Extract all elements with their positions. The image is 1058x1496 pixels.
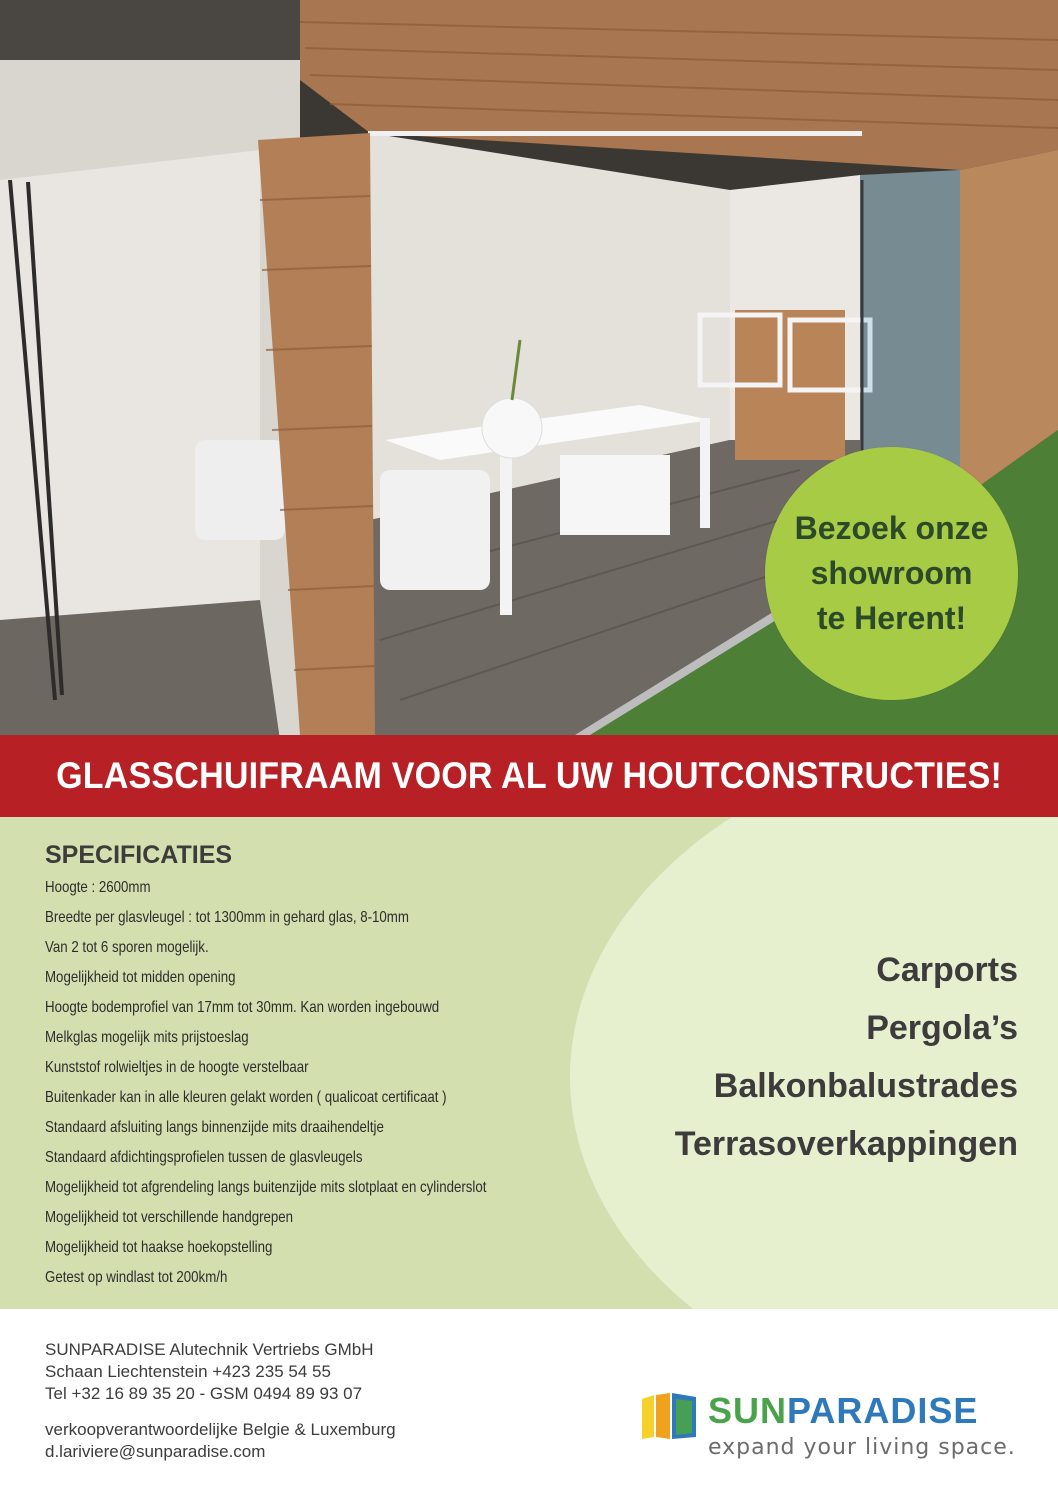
badge-line-3: te Herent! <box>816 600 967 636</box>
spec-item: Breedte per glasvleugel : tot 1300mm in gehard glas, 8-10mm <box>45 909 409 926</box>
product-carports: Carports <box>876 951 1018 989</box>
spec-item: Buitenkader kan in alle kleuren gelakt worden ( qualicoat certificaat ) <box>45 1089 447 1106</box>
badge-line-1: Bezoek onze <box>794 510 989 546</box>
company-name: SUNPARADISE Alutechnik Vertriebs GMbH <box>45 1340 374 1359</box>
logo-word-paradise: PARADISE <box>787 1390 979 1431</box>
contact-email[interactable]: d.lariviere@sunparadise.com <box>45 1442 266 1461</box>
spec-item: Mogelijkheid tot verschillende handgrepen <box>45 1209 294 1226</box>
spec-item: Kunststof rolwieltjes in de hoogte verstelbaar <box>45 1059 309 1076</box>
product-list <box>675 953 1018 1185</box>
spec-item: Hoogte bodemprofiel van 17mm tot 30mm. Kan worden ingebouwd <box>45 999 440 1016</box>
logo-word-sun: SUN <box>708 1390 788 1431</box>
spec-item: Mogelijkheid tot haakse hoekopstelling <box>45 1239 273 1256</box>
badge-line-2: showroom <box>810 555 973 591</box>
spec-item: Hoogte : 2600mm <box>45 879 151 896</box>
spec-item: Getest op windlast tot 200km/h <box>45 1269 228 1286</box>
spec-item: Melkglas mogelijk mits prijstoeslag <box>45 1029 249 1046</box>
headline-title: GLASSCHUIFRAAM VOOR AL UW HOUTCONSTRUCTIES! <box>56 755 1002 796</box>
company-phone[interactable]: Tel +32 16 89 35 20 - GSM 0494 89 93 07 <box>45 1384 363 1403</box>
logo-mark-icon <box>640 1393 698 1441</box>
specs-title: SPECIFICATIES <box>45 841 233 869</box>
hero-photo <box>0 0 1058 735</box>
contact-block <box>45 1339 396 1463</box>
headline-banner <box>0 735 1058 817</box>
product-terrasoverkappingen: Terrasoverkappingen <box>674 1125 1018 1163</box>
contact-role: verkoopverantwoordelijke Belgie & Luxemburg <box>45 1420 396 1439</box>
spec-item: Standaard afsluiting langs binnenzijde mits draaihendeltje <box>45 1119 384 1136</box>
specifications-section <box>0 817 1058 1309</box>
spec-item: Mogelijkheid tot midden opening <box>45 969 236 986</box>
product-pergolas: Pergola’s <box>866 1009 1018 1047</box>
company-address: Schaan Liechtenstein +423 235 54 55 <box>45 1362 331 1381</box>
product-balkonbalustrades: Balkonbalustrades <box>713 1067 1018 1105</box>
spec-item: Standaard afdichtingsprofielen tussen de glasvleugels <box>45 1149 363 1166</box>
logo-tagline: expand your living space. <box>708 1435 1016 1460</box>
spec-item: Mogelijkheid tot afgrendeling langs buitenzijde mits slotplaat en cylinderslot <box>45 1179 487 1196</box>
specs-list <box>45 878 577 1298</box>
sunparadise-logo <box>640 1391 1020 1461</box>
spec-item: Van 2 tot 6 sporen mogelijk. <box>45 939 209 956</box>
showroom-badge <box>765 447 1018 700</box>
logo-wordmark <box>708 1391 978 1431</box>
footer <box>0 1309 1058 1496</box>
